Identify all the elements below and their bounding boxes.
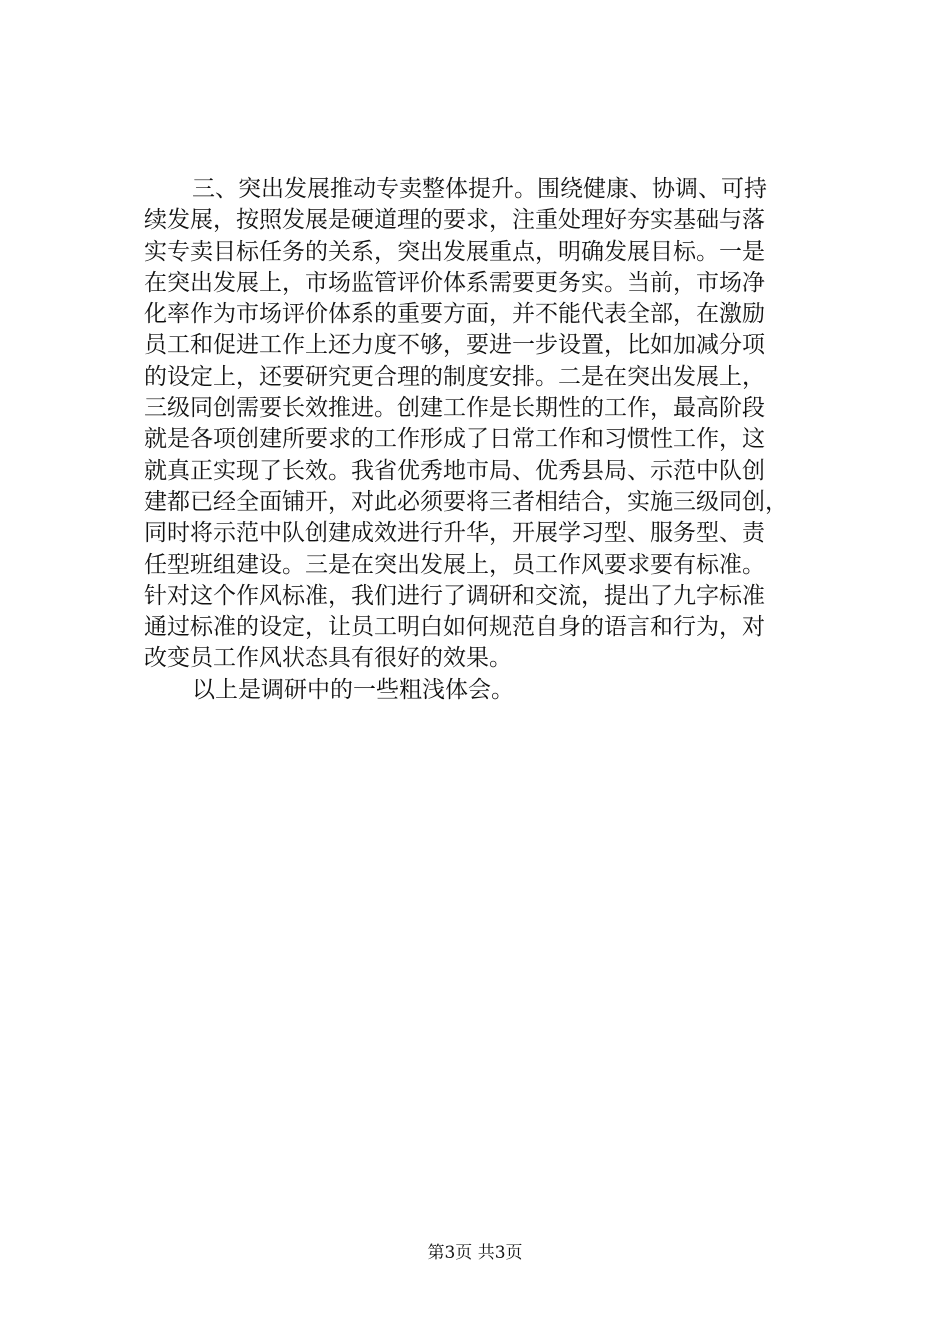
text-line: 续发展，按照发展是硬道理的要求，注重处理好夯实基础与落: [144, 207, 765, 234]
text-line: 以上是调研中的一些粗浅体会。: [192, 676, 514, 703]
text-line: 就是各项创建所要求的工作形成了日常工作和习惯性工作，这: [144, 426, 765, 453]
text-line: 实专卖目标任务的关系，突出发展重点，明确发展目标。一是: [144, 238, 765, 265]
text-line: 三、突出发展推动专卖整体提升。围绕健康、协调、可持: [192, 176, 767, 202]
text-line: 改变员工作风状态具有很好的效果。: [144, 645, 512, 672]
text-line: 通过标准的设定，让员工明白如何规范自身的语言和行为，对: [144, 614, 765, 641]
page-footer: [0, 1242, 950, 1264]
text-line: 就真正实现了长效。我省优秀地市局、优秀县局、示范中队创: [144, 457, 765, 484]
document-body: [144, 174, 816, 706]
text-line: 任型班组建设。三是在突出发展上，员工作风要求要有标准。: [144, 551, 765, 578]
text-line: 的设定上，还要研究更合理的制度安排。二是在突出发展上，: [144, 363, 765, 390]
text-line: 建都已经全面铺开，对此必须要将三者相结合，实施三级同创，: [144, 488, 788, 515]
text-line: 同时将示范中队创建成效进行升华，开展学习型、服务型、责: [144, 520, 765, 547]
text-line: 针对这个作风标准，我们进行了调研和交流，提出了九字标准: [144, 582, 765, 609]
text-line: 员工和促进工作上还力度不够，要进一步设置，比如加减分项: [144, 332, 765, 359]
text-line: 在突出发展上，市场监管评价体系需要更务实。当前，市场净: [144, 269, 765, 296]
page-number-label: 第3页 共3页: [427, 1243, 523, 1263]
paragraph: [144, 174, 816, 675]
text-line: 化率作为市场评价体系的重要方面，并不能代表全部，在激励: [144, 301, 765, 328]
text-line: 三级同创需要长效推进。创建工作是长期性的工作，最高阶段: [144, 395, 765, 422]
paragraph: [144, 675, 816, 706]
